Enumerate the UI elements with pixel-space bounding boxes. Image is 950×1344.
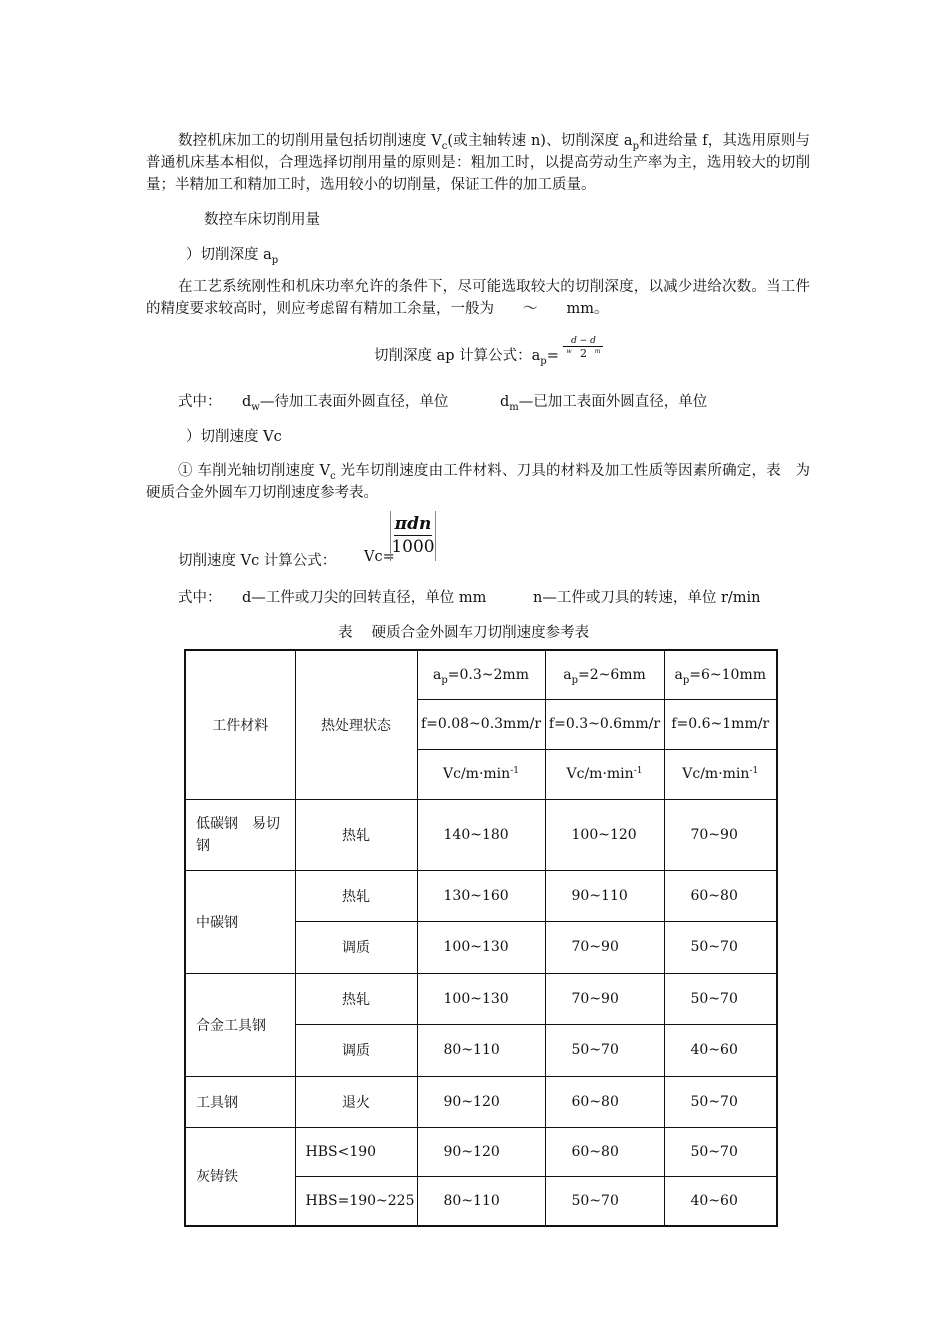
- treatment-cell: 调质: [295, 921, 417, 973]
- value-cell: 40~60: [664, 1024, 777, 1076]
- value-cell: 60~80: [545, 1127, 664, 1176]
- value-cell: 60~80: [545, 1076, 664, 1127]
- header-unit-3: $Vc/m\cdot\min^{-1}$: [664, 749, 777, 799]
- value-cell: 90~110: [545, 870, 664, 921]
- depth-heading: ）切削深度 $a_p$: [186, 247, 279, 266]
- value-cell: 70~90: [664, 799, 777, 870]
- material-cell: 灰铸铁: [185, 1127, 295, 1226]
- speed-paragraph: ① 车削光轴切削速度 $V_c$ 光车切削速度由工件材料、刀具的材料及加工性质等因素所确定，表 为硬质合金外圆车刀切削速度参考表。: [146, 463, 810, 501]
- header-ap-1: $a_p=0.3\sim 2mm$: [417, 650, 545, 699]
- value-cell: 40~60: [664, 1176, 777, 1226]
- value-cell: 100~120: [545, 799, 664, 870]
- value-cell: 100~130: [417, 921, 545, 973]
- dm-definition: $d_m—$已加工表面外圆直径，单位: [500, 394, 708, 413]
- treatment-cell: 调质: [295, 1024, 417, 1076]
- table-row: [185, 1076, 777, 1127]
- table-header-row: [185, 650, 777, 699]
- value-cell: 80~110: [417, 1176, 545, 1226]
- value-cell: 50~70: [664, 1076, 777, 1127]
- cutting-speed-table: [184, 649, 778, 1227]
- value-cell: 90~120: [417, 1076, 545, 1127]
- n-definition: n—工件或刀具的转速，单位 r/min: [533, 590, 761, 606]
- d-definition: d—工件或刀尖的回转直径，单位 mm: [242, 590, 487, 606]
- speed-fraction: πdn 1000: [390, 511, 436, 561]
- value-cell: 140~180: [417, 799, 545, 870]
- treatment-cell: 热轧: [295, 973, 417, 1024]
- value-cell: 90~120: [417, 1127, 545, 1176]
- section-title: 数控车床切削用量: [204, 212, 320, 228]
- intro-paragraph: 数控机床加工的切削用量包括切削速度 $V_c$(或主轴转速 n)、切削深度 $a_p$和进给量 f，其选用原则与普通机床基本相似，合理选择切削用量的原则是：粗加工时，以提高劳动生产率为主，选用较大的切削量；半精加工和精加工时，选用较小的切削量，保证工件的加工质量。: [146, 133, 811, 193]
- header-unit-2: $Vc/m\cdot\min^{-1}$: [545, 749, 664, 799]
- value-cell: 70~90: [545, 973, 664, 1024]
- treatment-cell: HBS<190: [295, 1127, 417, 1176]
- header-material: 工件材料: [185, 650, 295, 799]
- value-cell: 70~90: [545, 921, 664, 973]
- header-f-1: f=0.08~0.3mm/r: [417, 699, 545, 749]
- treatment-cell: 热轧: [295, 870, 417, 921]
- header-ap-3: $a_p=6\sim 10mm$: [664, 650, 777, 699]
- dw-definition: $d_w—$待加工表面外圆直径，单位: [242, 394, 449, 413]
- depth-formula: 切削深度 ap 计算公式：$a_p=$ d − d w m 2: [374, 344, 603, 368]
- value-cell: 50~70: [664, 973, 777, 1024]
- table-row: [185, 973, 777, 1024]
- table-row: [185, 870, 777, 921]
- material-cell: 中碳钢: [185, 870, 295, 973]
- value-cell: 50~70: [545, 1176, 664, 1226]
- header-unit-1: $Vc/m\cdot\min^{-1}$: [417, 749, 545, 799]
- table-row: [185, 1127, 777, 1176]
- value-cell: 50~70: [664, 921, 777, 973]
- speed-formula-label: 切削速度 Vc 计算公式：: [178, 553, 337, 569]
- header-f-3: f=0.6~1mm/r: [664, 699, 777, 749]
- material-cell: 工具钢: [185, 1076, 295, 1127]
- table-caption: 表 硬质合金外圆车刀切削速度参考表: [338, 625, 590, 641]
- value-cell: 50~70: [545, 1024, 664, 1076]
- material-cell: 合金工具钢: [185, 973, 295, 1076]
- header-treatment: 热处理状态: [295, 650, 417, 799]
- speed-heading: ）切削速度 Vc: [186, 429, 282, 445]
- value-cell: 80~110: [417, 1024, 545, 1076]
- value-cell: 60~80: [664, 870, 777, 921]
- speed-formula-lhs: Vc=: [364, 549, 395, 565]
- header-ap-2: $a_p=2\sim 6mm$: [545, 650, 664, 699]
- treatment-cell: 热轧: [295, 799, 417, 870]
- header-f-2: f=0.3~0.6mm/r: [545, 699, 664, 749]
- value-cell: 50~70: [664, 1127, 777, 1176]
- depth-where-label: 式中：: [178, 394, 222, 410]
- treatment-cell: HBS=190~225: [295, 1176, 417, 1226]
- depth-paragraph: 在工艺系统刚性和机床功率允许的条件下，尽可能选取较大的切削深度，以减少进给次数。当工件的精度要求较高时，则应考虑留有精加工余量，一般为 ～ mm。: [146, 279, 810, 317]
- value-cell: 100~130: [417, 973, 545, 1024]
- speed-where-label: 式中：: [178, 590, 222, 606]
- treatment-cell: 退火: [295, 1076, 417, 1127]
- table-row: [185, 799, 777, 870]
- value-cell: 130~160: [417, 870, 545, 921]
- material-cell: 低碳钢 易切钢: [185, 799, 295, 870]
- depth-fraction: d − d w m 2: [563, 336, 603, 360]
